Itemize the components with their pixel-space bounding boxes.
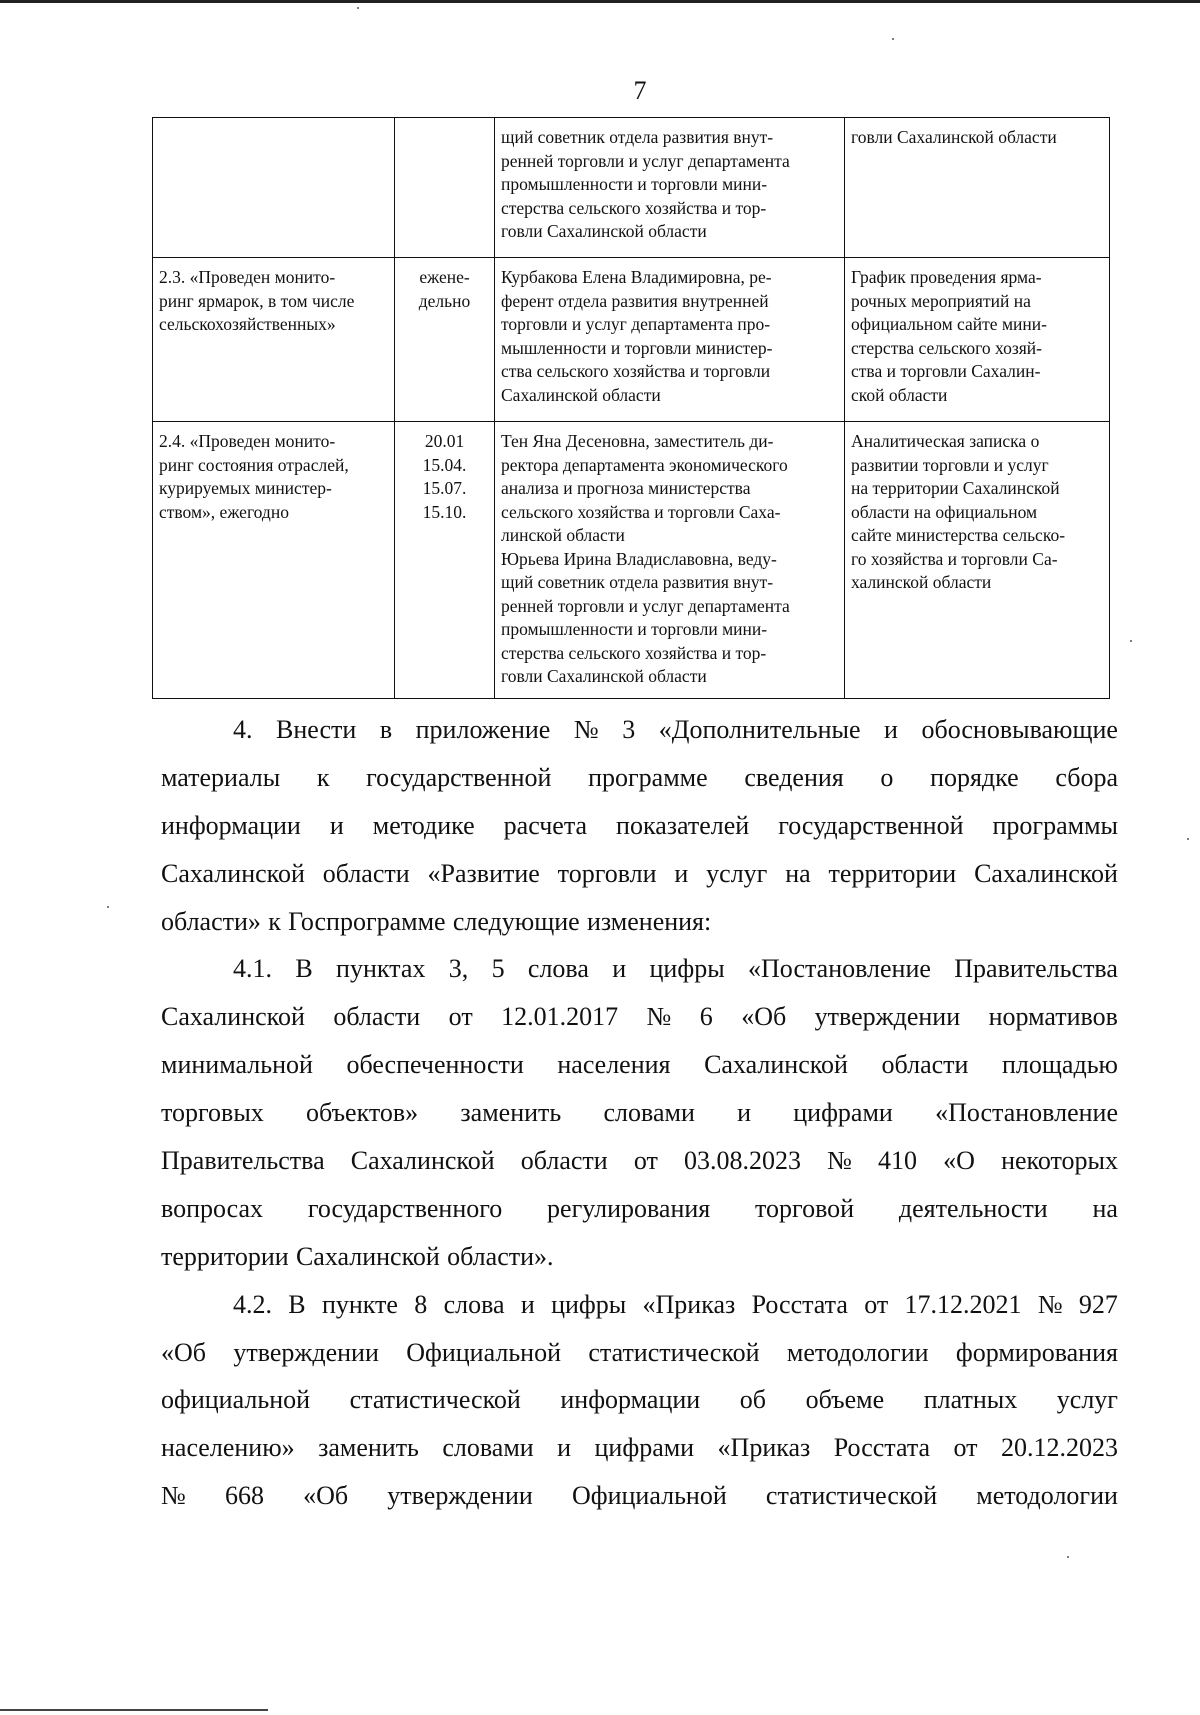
cell-line: Курбакова Елена Владимировна, ре-	[501, 267, 772, 287]
cell-line: развитии торговли и услуг	[851, 454, 1049, 475]
body-word: и	[520, 1289, 535, 1319]
body-word: заменить	[318, 1433, 419, 1463]
scan-speck	[1187, 838, 1189, 840]
body-word: слова	[443, 1289, 505, 1319]
cell-line: щий советник отдела развития внут-	[501, 127, 774, 147]
body-word: №	[573, 715, 599, 744]
body-word: к	[268, 906, 281, 936]
body-word: следующие	[452, 906, 580, 936]
body-word: методологии	[976, 1481, 1118, 1511]
executor-cell	[495, 118, 845, 258]
body-word: материалы	[161, 762, 281, 792]
body-word: Официальной	[571, 1481, 727, 1511]
body-line	[161, 1424, 1118, 1472]
scan-speck	[107, 906, 109, 908]
cell-line: области на официальном	[851, 501, 1038, 522]
body-word: словами	[603, 1098, 695, 1128]
cell-line: 2.3. «Проведен монито-	[159, 267, 336, 287]
body-word: области	[333, 1002, 421, 1032]
body-word: услуг	[1056, 1385, 1118, 1415]
cell-line: щий советник отдела развития внут-	[501, 572, 774, 592]
body-word: 03.08.2023	[683, 1146, 801, 1176]
body-word: от	[633, 1146, 658, 1176]
body-word: утверждении	[814, 1002, 961, 1032]
body-word: обосновывающие	[921, 715, 1118, 744]
cell-line: График проведения ярма-	[851, 267, 1042, 287]
body-word: 3	[622, 715, 636, 744]
body-word: услуг	[706, 858, 768, 888]
result-cell	[845, 422, 1110, 699]
event-cell	[153, 422, 395, 699]
body-word: Сахалинской	[350, 1146, 495, 1176]
executor-cell	[495, 422, 845, 699]
body-word: информации	[560, 1385, 701, 1415]
body-word: некоторых	[1001, 1146, 1118, 1176]
body-word: методике	[372, 810, 475, 840]
body-word: населения	[557, 1050, 671, 1080]
body-word: Правительства	[954, 954, 1118, 984]
scan-speck	[357, 7, 359, 9]
body-line	[161, 1233, 1118, 1281]
body-word: объеме	[805, 1385, 885, 1415]
body-word: «Об	[303, 1481, 349, 1511]
body-word: от	[448, 1002, 473, 1032]
cell-line: мышленности и торговли министер-	[501, 337, 773, 358]
cell-line: рочных мероприятий на	[851, 290, 1031, 311]
body-word: статистической	[588, 1337, 760, 1367]
body-line	[161, 1089, 1118, 1137]
body-line	[161, 1185, 1118, 1233]
cell-line: ством», ежегодно	[159, 501, 289, 522]
body-word: и	[884, 715, 898, 744]
body-word: сведения	[744, 762, 844, 792]
body-line	[161, 898, 1118, 946]
body-word: нормативов	[988, 1002, 1118, 1032]
cell-line: дельно	[418, 290, 471, 311]
body-word: от	[953, 1433, 978, 1463]
body-word: утверждении	[233, 1337, 379, 1367]
body-word: области»	[161, 906, 261, 936]
body-word: деятельности	[898, 1193, 1048, 1223]
body-word: показателей	[616, 810, 750, 840]
body-word: и	[612, 954, 627, 984]
body-word: обеспеченности	[346, 1050, 524, 1080]
body-line	[161, 802, 1118, 850]
cell-line: ринг состояния отраслей,	[159, 454, 349, 475]
executor-cell	[495, 258, 845, 422]
table-row	[153, 118, 1110, 258]
body-word: №	[1037, 1289, 1063, 1319]
body-word: государственной	[778, 810, 964, 840]
cell-line: сельскохозяйственных»	[159, 314, 336, 334]
body-word: к	[316, 762, 330, 792]
cell-line: ской области	[851, 384, 948, 405]
body-word: минимальной	[161, 1050, 313, 1080]
result-cell	[845, 118, 1110, 258]
body-word: пункте	[321, 1289, 398, 1319]
body-word: заменить	[460, 1098, 562, 1128]
cell-line: Юрьева Ирина Владиславовна, веду-	[501, 548, 777, 569]
body-word: Сахалинской	[704, 1050, 848, 1080]
body-word: «Постановление	[935, 1098, 1118, 1128]
cell-line: ферент отдела развития внутренней	[501, 290, 769, 311]
body-word: и	[557, 1433, 572, 1463]
body-word: Сахалинской	[161, 858, 305, 888]
body-line	[161, 850, 1118, 898]
cell-line: анализа и прогноза министерства	[501, 478, 751, 498]
body-word: методологии	[786, 1337, 929, 1367]
body-word: Внести	[276, 715, 357, 744]
cell-line: 20.01	[424, 431, 465, 451]
events-table	[152, 117, 1110, 699]
body-word: территории	[161, 1241, 289, 1271]
body-word: на	[785, 858, 811, 888]
cell-line: промышленности и торговли мини-	[501, 174, 768, 194]
body-word: государственной	[366, 762, 552, 792]
body-word: области	[881, 1050, 969, 1080]
body-word: Росстата	[833, 1433, 931, 1463]
cell-line: ринг ярмарок, в том числе	[159, 290, 355, 311]
body-line	[161, 1041, 1118, 1089]
body-word: формирования	[955, 1337, 1118, 1367]
body-word: Сахалинской	[161, 1002, 305, 1032]
body-word: 5	[491, 954, 505, 984]
table-row	[153, 258, 1110, 422]
cell-line: промышленности и торговли мини-	[501, 619, 768, 639]
body-word: территории	[828, 858, 957, 888]
cell-line: 15.04.	[422, 454, 467, 475]
body-word: утверждении	[387, 1481, 533, 1511]
cell-line: говли Сахалинской области	[501, 221, 707, 241]
body-word: об	[739, 1385, 767, 1415]
body-word: платных	[923, 1385, 1018, 1415]
body-word: словами	[442, 1433, 534, 1463]
scan-edge-bottom	[0, 1709, 268, 1711]
body-line	[161, 1137, 1118, 1185]
body-word: 668	[224, 1481, 264, 1511]
body-word: 6	[699, 1002, 713, 1032]
body-word: «Об	[741, 1002, 787, 1032]
cell-line: говли Сахалинской области	[851, 127, 1057, 147]
body-word: информации	[161, 810, 301, 840]
scan-speck	[892, 38, 894, 40]
body-word: «О	[943, 1146, 975, 1176]
body-word: «Дополнительные	[658, 715, 861, 744]
body-word: расчета	[503, 810, 588, 840]
body-word: от	[864, 1289, 889, 1319]
cell-line: Аналитическая записка о	[851, 431, 1040, 451]
cell-line: Тен Яна Десеновна, заместитель ди-	[501, 431, 774, 451]
body-word: сбора	[1055, 762, 1118, 792]
body-word: №	[827, 1146, 852, 1176]
body-word: области	[322, 858, 410, 888]
table-row	[153, 422, 1110, 699]
body-word: пунктах	[336, 954, 426, 984]
body-word: слова	[527, 954, 589, 984]
body-line	[161, 1281, 1118, 1329]
scan-speck	[1130, 640, 1132, 642]
cell-line: торговли и услуг департамента про-	[501, 314, 771, 334]
cell-line: ректора департамента экономического	[501, 454, 788, 475]
deadline-cell	[395, 422, 495, 699]
cell-line: Сахалинской области	[501, 384, 661, 405]
cell-line: сайте министерства сельско-	[851, 525, 1066, 545]
body-word: «Приказ	[717, 1433, 811, 1463]
body-word: 927	[1078, 1289, 1118, 1319]
body-line	[161, 945, 1118, 993]
body-word: государственного	[307, 1193, 503, 1223]
cell-line: стерства сельского хозяй-	[851, 337, 1042, 358]
body-line	[161, 1472, 1118, 1520]
body-word: 4.1.	[233, 954, 272, 984]
body-word: Сахалинской	[295, 1241, 440, 1271]
body-word: 4.2.	[233, 1289, 272, 1319]
cell-line: ренней торговли и услуг департамента	[501, 150, 790, 171]
body-word: Официальной	[406, 1337, 562, 1367]
body-word: «Развитие	[427, 858, 540, 888]
body-word: на	[1092, 1193, 1118, 1223]
body-word: №	[161, 1481, 186, 1511]
body-word: 410	[878, 1146, 918, 1176]
cell-line: 15.07.	[422, 478, 467, 498]
body-word: официальной	[161, 1385, 311, 1415]
body-word: «Постановление	[748, 954, 931, 984]
event-cell	[153, 118, 395, 258]
cell-line: говли Сахалинской области	[501, 666, 707, 686]
body-line	[161, 706, 1118, 754]
body-word: Правительства	[161, 1146, 325, 1176]
body-word: области	[520, 1146, 608, 1176]
body-line	[161, 993, 1118, 1041]
body-word: площадью	[1002, 1050, 1118, 1080]
body-line	[161, 754, 1118, 802]
body-word: 20.12.2023	[1000, 1433, 1118, 1463]
body-word: Госпрограмме	[288, 906, 446, 936]
body-word: Росстата	[751, 1289, 848, 1319]
cell-line: ства и торговли Сахалин-	[851, 361, 1041, 381]
body-word: цифры	[649, 954, 725, 984]
body-word: объектов»	[306, 1098, 419, 1128]
body-word: цифрами	[793, 1098, 893, 1128]
body-text	[161, 706, 1118, 1520]
body-word: области».	[447, 1241, 554, 1271]
body-word: статистической	[765, 1481, 938, 1511]
body-word: 3,	[448, 954, 469, 984]
body-word: №	[646, 1002, 672, 1032]
body-word: 8	[414, 1289, 428, 1319]
scan-speck	[1067, 1556, 1069, 1558]
body-word: порядке	[930, 762, 1019, 792]
body-word: о	[880, 762, 894, 792]
body-word: цифрами	[594, 1433, 695, 1463]
body-word: 12.01.2017	[501, 1002, 619, 1032]
body-word: программы	[992, 810, 1118, 840]
body-line	[161, 1329, 1118, 1377]
cell-line: халинской области	[851, 572, 992, 592]
cell-line: сельского хозяйства и торговли Саха-	[501, 501, 781, 522]
body-word: в	[379, 715, 393, 744]
body-word: изменения:	[586, 906, 712, 936]
cell-line: 15.10.	[422, 501, 467, 522]
body-word: торговых	[161, 1098, 264, 1128]
deadline-cell	[395, 258, 495, 422]
event-cell	[153, 258, 395, 422]
body-word: регулирования	[547, 1193, 711, 1223]
body-word: цифры	[551, 1289, 627, 1319]
cell-line: стерства сельского хозяйства и тор-	[501, 642, 767, 663]
body-word: программе	[588, 762, 708, 792]
cell-line: официальном сайте мини-	[851, 314, 1047, 334]
body-word: населению»	[161, 1433, 295, 1463]
cell-line: ренней торговли и услуг департамента	[501, 595, 790, 616]
cell-line: на территории Сахалинской	[851, 478, 1060, 498]
cell-line: го хозяйства и торговли Са-	[851, 548, 1058, 569]
page-number: 7	[633, 76, 647, 105]
body-word: торговли	[557, 858, 657, 888]
body-word: 17.12.2021	[904, 1289, 1022, 1319]
body-word: приложение	[415, 715, 551, 744]
body-line	[161, 1376, 1118, 1424]
body-word: «Об	[161, 1337, 207, 1367]
cell-line: линской области	[501, 525, 625, 545]
body-word: и	[329, 810, 344, 840]
cell-line: ства сельского хозяйства и торговли	[501, 361, 771, 381]
body-word: статистической	[349, 1385, 521, 1415]
scan-edge-top	[0, 0, 1200, 3]
body-word: В	[288, 1289, 306, 1319]
cell-line: еженe-	[419, 267, 470, 287]
result-cell	[845, 258, 1110, 422]
body-word: 4.	[233, 715, 253, 744]
cell-line: стерства сельского хозяйства и тор-	[501, 197, 767, 218]
body-word: Сахалинской	[974, 858, 1118, 888]
body-word: и	[674, 858, 689, 888]
deadline-cell	[395, 118, 495, 258]
cell-line: 2.4. «Проведен монито-	[159, 431, 336, 451]
body-word: и	[737, 1098, 752, 1128]
body-word: вопросах	[161, 1193, 264, 1223]
body-word: В	[295, 954, 313, 984]
body-word: «Приказ	[642, 1289, 736, 1319]
body-word: торговой	[755, 1193, 855, 1223]
cell-line: курируемых министер-	[159, 478, 332, 498]
events-table-body	[153, 118, 1110, 699]
